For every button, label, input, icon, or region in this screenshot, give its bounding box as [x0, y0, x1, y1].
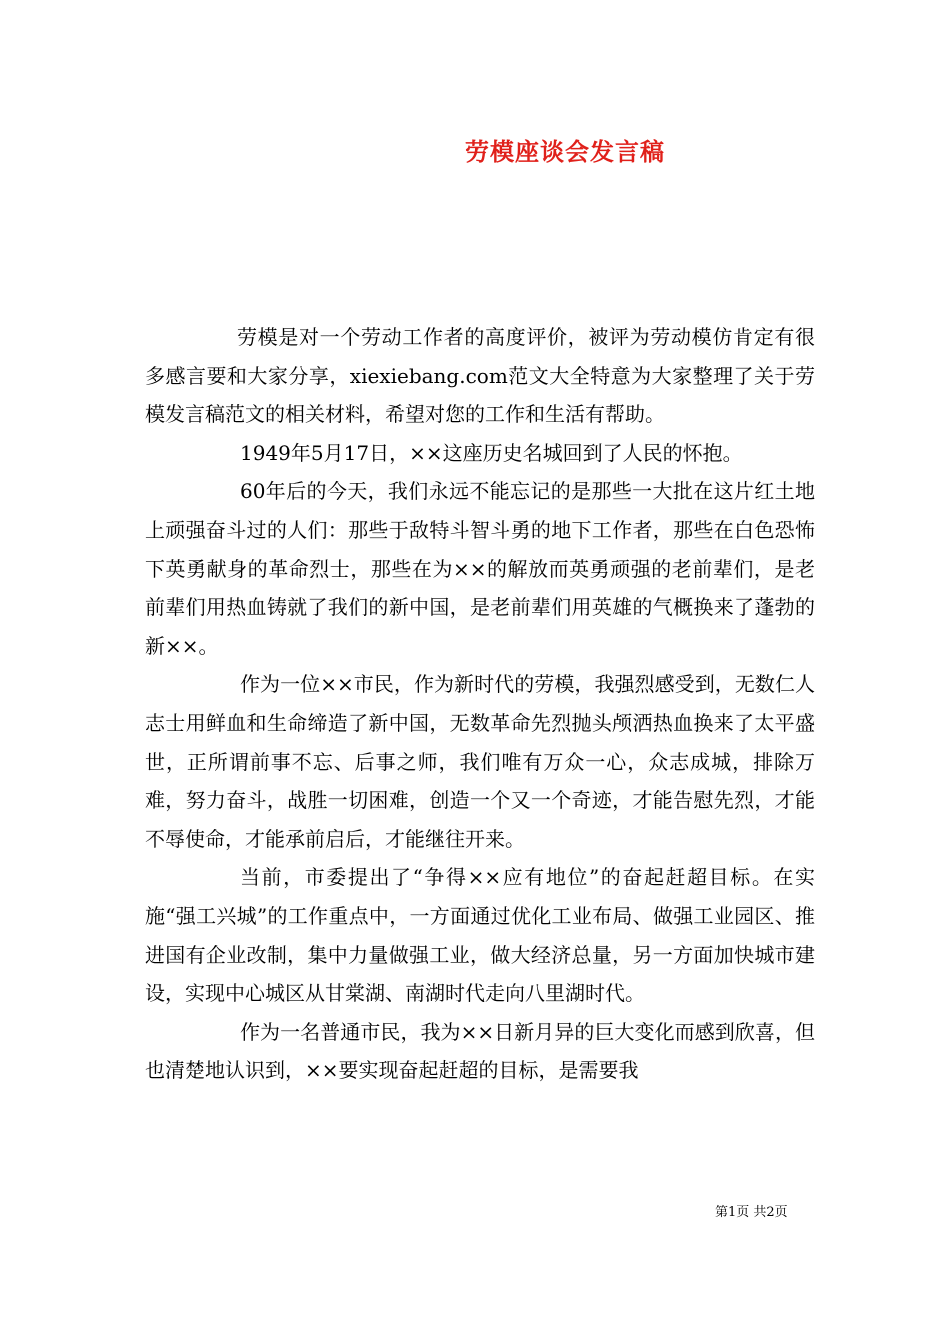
- document-body: [145, 318, 815, 1090]
- page-number-footer: 第1页 共2页: [715, 1205, 788, 1220]
- document-title: 劳模座谈会发言稿: [465, 137, 665, 166]
- paragraph-date: 1949年5月17日，××这座历史名城回到了人民的怀抱。: [240, 440, 743, 465]
- paragraph-sixty-years: 60年后的今天，我们永远不能忘记的是那些一大批在这片红土地上顽强奋斗过的人们：那些于敌特斗智斗勇的地下工作者，那些在白色恐怖下英勇献身的革命烈士，那些在为××的解放而英勇顽强的老前辈们，是老前辈们用热血铸就了我们的新中国，是老前辈们用英雄的气概换来了蓬勃的新××。: [145, 479, 815, 658]
- paragraph-current: 当前，市委提出了“争得××应有地位”的奋起赶超目标。在实施“强工兴城”的工作重点中，一方面通过优化工业布局、做强工业园区、推进国有企业改制，集中力量做强工业，做大经济总量，另一方面加快城市建设，实现中心城区从甘棠湖、南湖时代走向八里湖时代。: [145, 865, 815, 1006]
- paragraph-intro: 劳模是对一个劳动工作者的高度评价，被评为劳动模仿肯定有很多感言要和大家分享，xiexiebang.com范文大全特意为大家整理了关于劳模发言稿范文的相关材料，希望对您的工作和生活有帮助。: [145, 325, 815, 427]
- paragraph-ordinary-citizen: 作为一名普通市民，我为××日新月异的巨大变化而感到欣喜，但也清楚地认识到，××要实现奋起赶超的目标，是需要我: [145, 1019, 815, 1083]
- paragraph-citizen: 作为一位××市民，作为新时代的劳模，我强烈感受到，无数仁人志士用鲜血和生命缔造了新中国，无数革命先烈抛头颅洒热血换来了太平盛世，正所谓前事不忘、后事之师，我们唯有万众一心，众志成城，排除万难，努力奋斗，战胜一切困难，创造一个又一个奇迹，才能告慰先烈，才能不辱使命，才能承前启后，才能继往开来。: [145, 672, 815, 851]
